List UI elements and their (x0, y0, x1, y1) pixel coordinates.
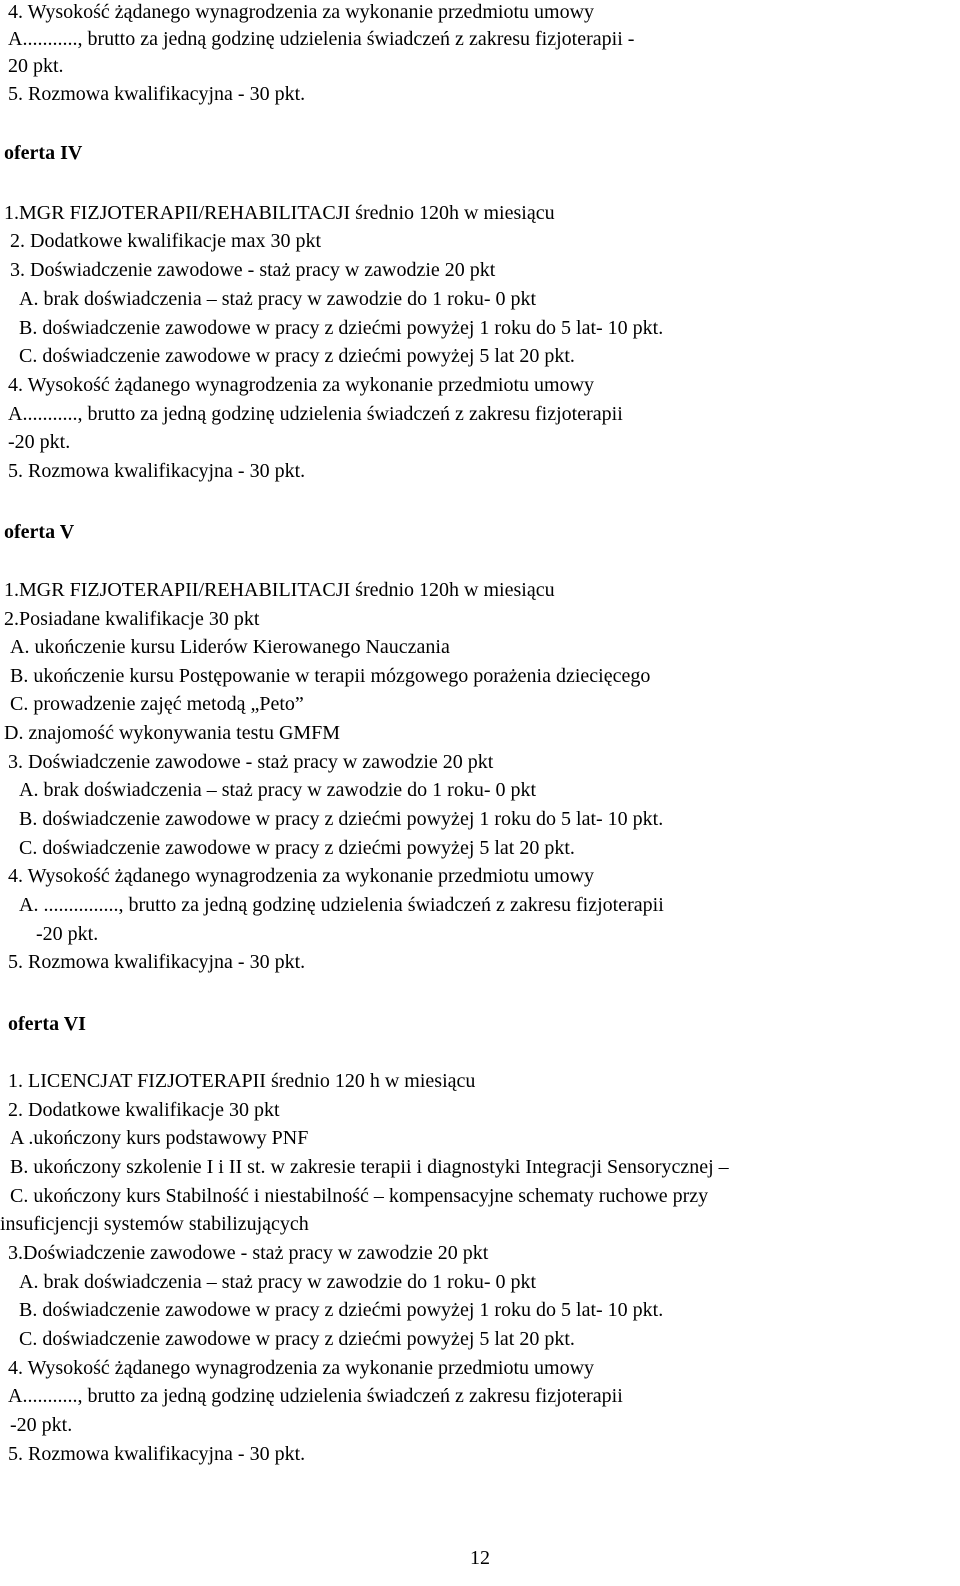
text-line: -20 pkt. (10, 1414, 73, 1436)
text-line: B. doświadczenie zawodowe w pracy z dziećmi powyżej 1 roku do 5 lat- 10 pkt. (19, 808, 664, 830)
text-line: 1.MGR FIZJOTERAPII/REHABILITACJI średnio 120h w miesiącu (4, 202, 555, 224)
section-heading: oferta V (4, 521, 75, 543)
text-line: B. doświadczenie zawodowe w pracy z dziećmi powyżej 1 roku do 5 lat- 10 pkt. (19, 1299, 664, 1321)
text-line: 1. LICENCJAT FIZJOTERAPII średnio 120 h w miesiącu (8, 1070, 476, 1092)
text-line: 5. Rozmowa kwalifikacyjna - 30 pkt. (8, 1443, 306, 1465)
text-line: B. ukończenie kursu Postępowanie w terapii mózgowego porażenia dziecięcego (10, 665, 651, 687)
text-line: 4. Wysokość żądanego wynagrodzenia za wykonanie przedmiotu umowy (8, 1357, 595, 1379)
text-line: A..........., brutto za jedną godzinę udzielenia świadczeń z zakresu fizjoterapii (8, 403, 623, 425)
text-line: A .ukończony kurs podstawowy PNF (10, 1127, 309, 1149)
text-line: insuficjencji systemów stabilizujących (0, 1213, 309, 1235)
text-line: 4. Wysokość żądanego wynagrodzenia za wykonanie przedmiotu umowy (8, 865, 595, 887)
text-line: 2. Dodatkowe kwalifikacje max 30 pkt (10, 230, 322, 252)
text-line: C. prowadzenie zajęć metodą „Peto” (10, 693, 304, 715)
text-line: C. doświadczenie zawodowe w pracy z dziećmi powyżej 5 lat 20 pkt. (19, 1328, 575, 1350)
section-heading: oferta VI (8, 1013, 86, 1035)
text-line: 3.Doświadczenie zawodowe - staż pracy w zawodzie 20 pkt (8, 1242, 489, 1264)
text-line: C. ukończony kurs Stabilność i niestabilność – kompensacyjne schematy ruchowe przy (10, 1185, 709, 1207)
text-line: A..........., brutto za jedną godzinę udzielenia świadczeń z zakresu fizjoterapii - (8, 28, 635, 50)
text-line: 4. Wysokość żądanego wynagrodzenia za wykonanie przedmiotu umowy (8, 374, 595, 396)
text-line: B. doświadczenie zawodowe w pracy z dziećmi powyżej 1 roku do 5 lat- 10 pkt. (19, 317, 664, 339)
text-line: 2. Dodatkowe kwalifikacje 30 pkt (8, 1099, 280, 1121)
text-line: 3. Doświadczenie zawodowe - staż pracy w zawodzie 20 pkt (10, 259, 496, 281)
text-line: 2.Posiadane kwalifikacje 30 pkt (4, 608, 260, 630)
text-line: A..........., brutto za jedną godzinę udzielenia świadczeń z zakresu fizjoterapii (8, 1385, 623, 1407)
text-line: 5. Rozmowa kwalifikacyjna - 30 pkt. (8, 951, 306, 973)
page-number: 12 (470, 1547, 490, 1569)
text-line: 3. Doświadczenie zawodowe - staż pracy w zawodzie 20 pkt (8, 751, 494, 773)
text-line: C. doświadczenie zawodowe w pracy z dziećmi powyżej 5 lat 20 pkt. (19, 837, 575, 859)
text-line: -20 pkt. (36, 923, 99, 945)
text-line: A. ukończenie kursu Liderów Kierowanego Nauczania (10, 636, 450, 658)
text-line: -20 pkt. (8, 431, 71, 453)
text-line: A. brak doświadczenia – staż pracy w zawodzie do 1 roku- 0 pkt (19, 779, 537, 801)
section-heading: oferta IV (4, 142, 83, 164)
text-line: 4. Wysokość żądanego wynagrodzenia za wykonanie przedmiotu umowy (8, 1, 595, 23)
text-line: B. ukończony szkolenie I i II st. w zakresie terapii i diagnostyki Integracji Sensorycznej – (10, 1156, 729, 1178)
text-line: A. brak doświadczenia – staż pracy w zawodzie do 1 roku- 0 pkt (19, 288, 537, 310)
text-line: D. znajomość wykonywania testu GMFM (4, 722, 341, 744)
text-line: 5. Rozmowa kwalifikacyjna - 30 pkt. (8, 460, 306, 482)
text-line: 20 pkt. (8, 55, 64, 77)
text-line: A. brak doświadczenia – staż pracy w zawodzie do 1 roku- 0 pkt (19, 1271, 537, 1293)
text-line: 1.MGR FIZJOTERAPII/REHABILITACJI średnio 120h w miesiącu (4, 579, 555, 601)
text-line: C. doświadczenie zawodowe w pracy z dziećmi powyżej 5 lat 20 pkt. (19, 345, 575, 367)
text-line: A. ..............., brutto za jedną godzinę udzielenia świadczeń z zakresu fizjoterapii (19, 894, 664, 916)
text-line: 5. Rozmowa kwalifikacyjna - 30 pkt. (8, 83, 306, 105)
